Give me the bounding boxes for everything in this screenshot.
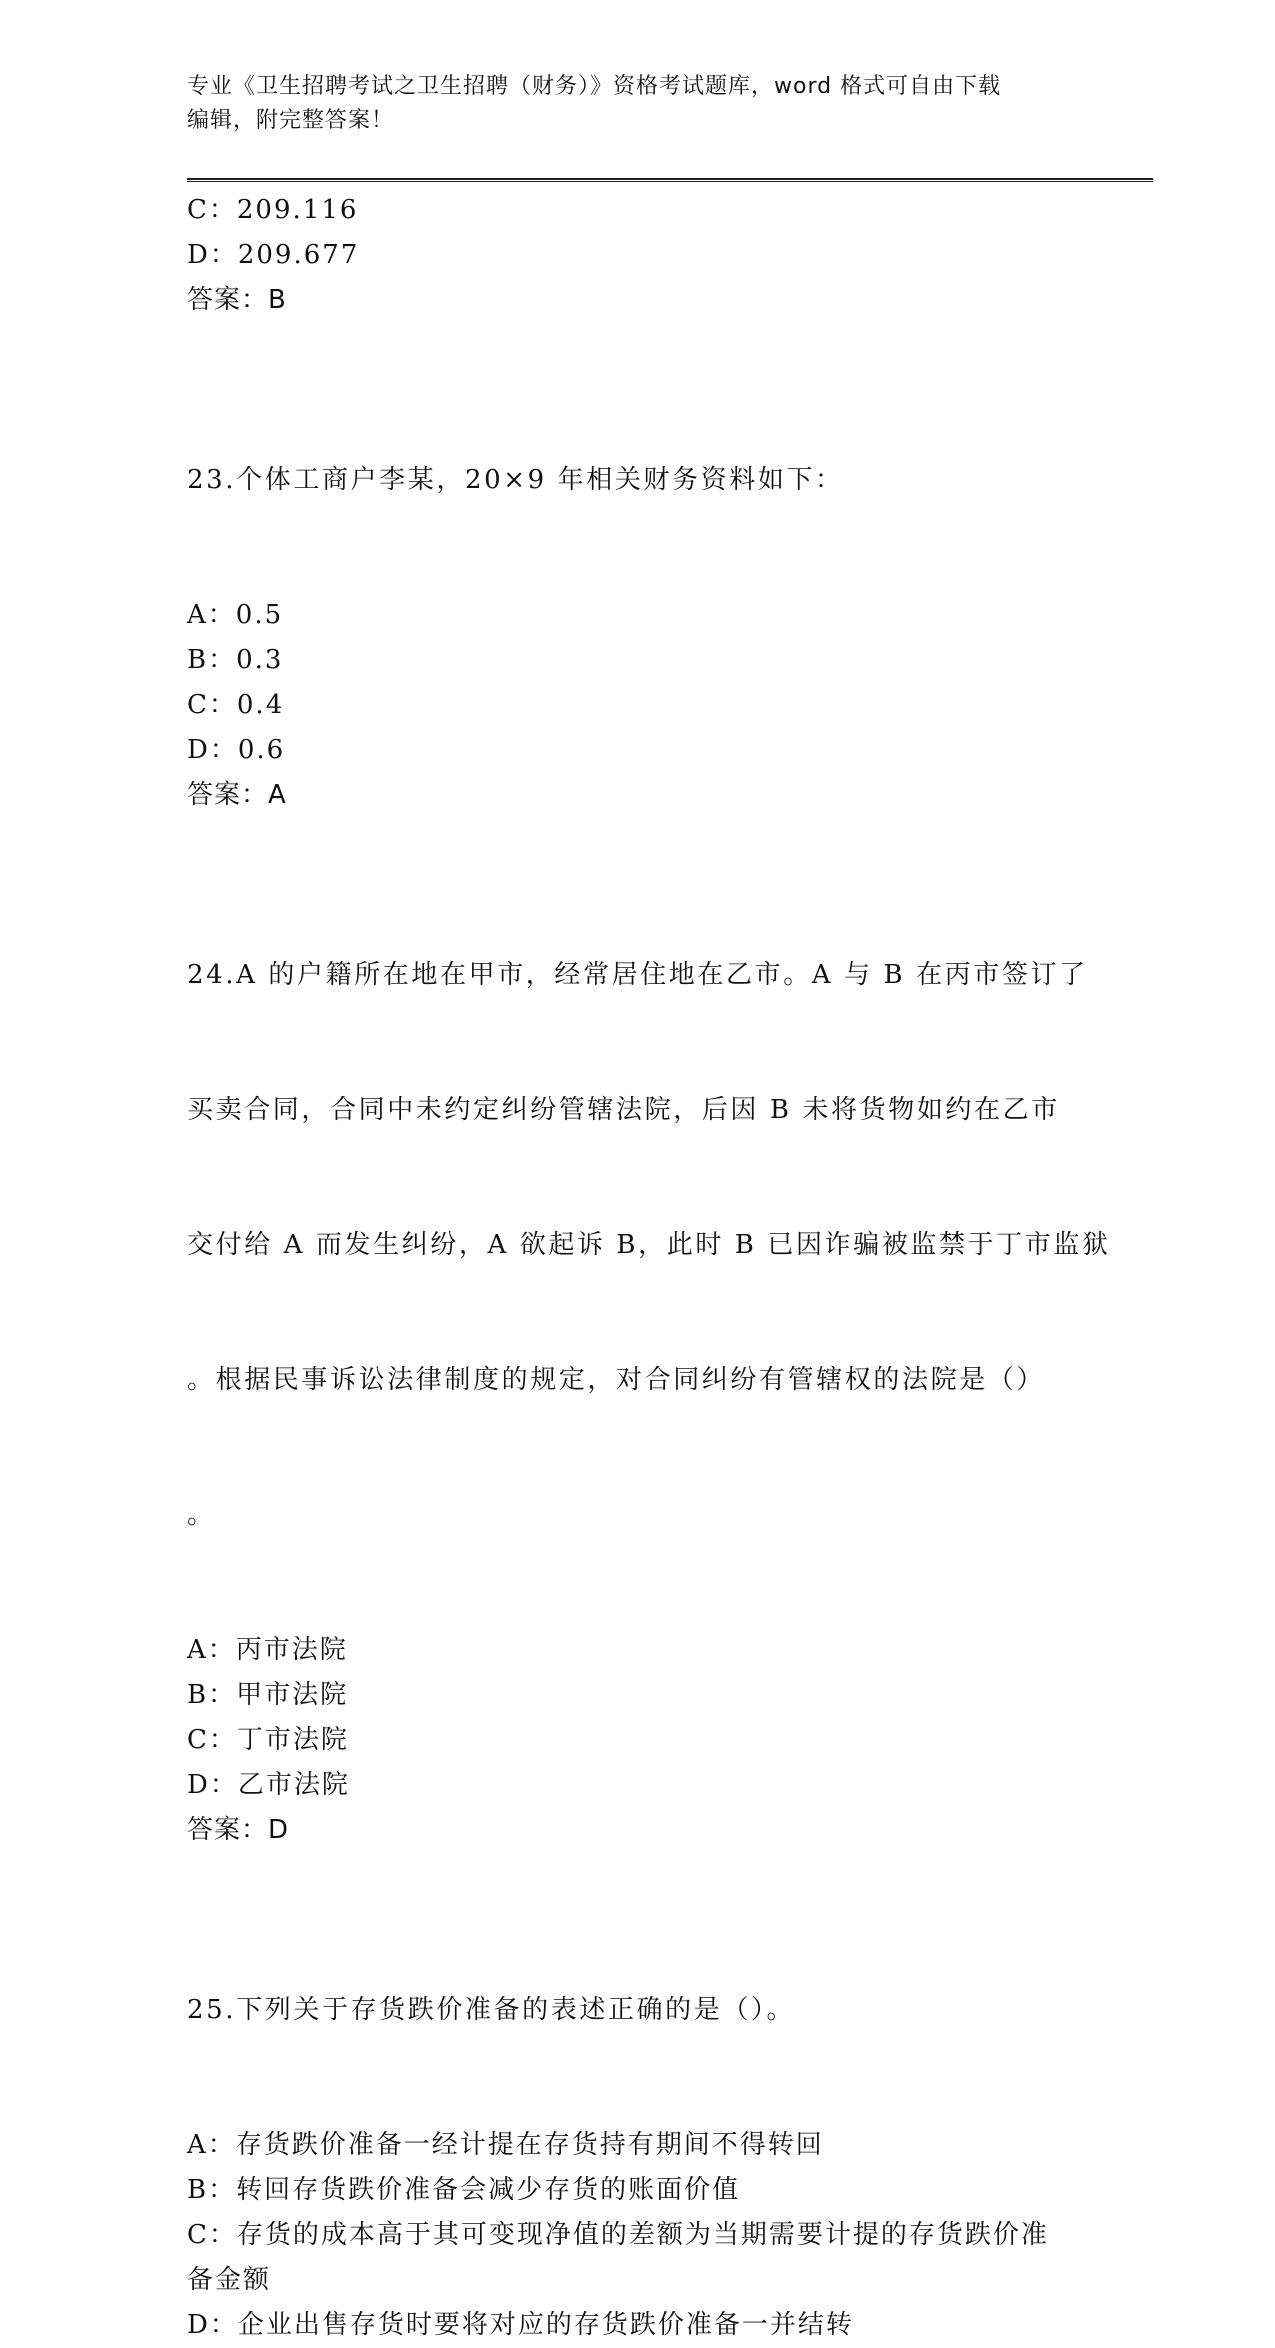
question-23-stem: [187, 368, 1087, 593]
option-a: A：存货跌价准备一经计提在存货持有期间不得转回: [187, 2130, 824, 2160]
stem-line: 交付给 A 而发生纠纷，A 欲起诉 B，此时 B 已因诈骗被监禁于丁市监狱: [187, 1230, 1111, 1260]
stem-line: 买卖合同，合同中未约定纠纷管辖法院，后因 B 未将货物如约在乙市: [187, 1095, 1060, 1125]
option-c: C：209.116: [187, 195, 359, 225]
spacer: [187, 323, 1087, 368]
option-d: D：乙市法院: [187, 1770, 350, 1800]
option-c: C：丁市法院: [187, 1725, 349, 1755]
option-c: C：存货的成本高于其可变现净值的差额为当期需要计提的存货跌价准: [187, 2220, 1049, 2250]
option-d: D：企业出售存货时要将对应的存货跌价准备一并结转: [187, 2310, 854, 2340]
header-line-1: 专业《卫生招聘考试之卫生招聘（财务）》资格考试题库，word 格式可自由下载: [187, 74, 1002, 99]
question-content: [187, 188, 1111, 2348]
answer: 答案：B: [187, 285, 287, 315]
option-c-continued: 备金额: [187, 2265, 272, 2295]
option-b: B：转回存货跌价准备会减少存货的账面价值: [187, 2175, 741, 2205]
question-24-stem: [187, 863, 1111, 1628]
stem-line: 25.下列关于存货跌价准备的表述正确的是（）。: [187, 1995, 796, 2025]
answer: 答案：D: [187, 1815, 290, 1845]
option-c: C：0.4: [187, 690, 285, 720]
option-b: B：甲市法院: [187, 1680, 349, 1710]
option-a: A：0.5: [187, 600, 284, 630]
option-b: B：0.3: [187, 645, 284, 675]
header-line-2: 编辑，附完整答案！: [187, 108, 395, 133]
answer: 答案：A: [187, 780, 287, 810]
stem-line: 。根据民事诉讼法律制度的规定，对合同纠纷有管辖权的法院是（）: [187, 1365, 1046, 1395]
spacer: [187, 1853, 1087, 1898]
option-d: D：0.6: [187, 735, 286, 765]
stem-line: 23.个体工商户李某，20×9 年相关财务资料如下：: [187, 465, 844, 495]
option-a: A：丙市法院: [187, 1635, 348, 1665]
question-25-stem: [187, 1898, 1087, 2123]
stem-line: 24.A 的户籍所在地在甲市，经常居住地在乙市。A 与 B 在丙市签订了: [187, 960, 1088, 990]
spacer: [187, 818, 1087, 863]
option-d: D：209.677: [187, 240, 360, 270]
page-header: [187, 70, 1067, 138]
header-divider: [187, 178, 1153, 182]
stem-line: 。: [187, 1500, 216, 1530]
